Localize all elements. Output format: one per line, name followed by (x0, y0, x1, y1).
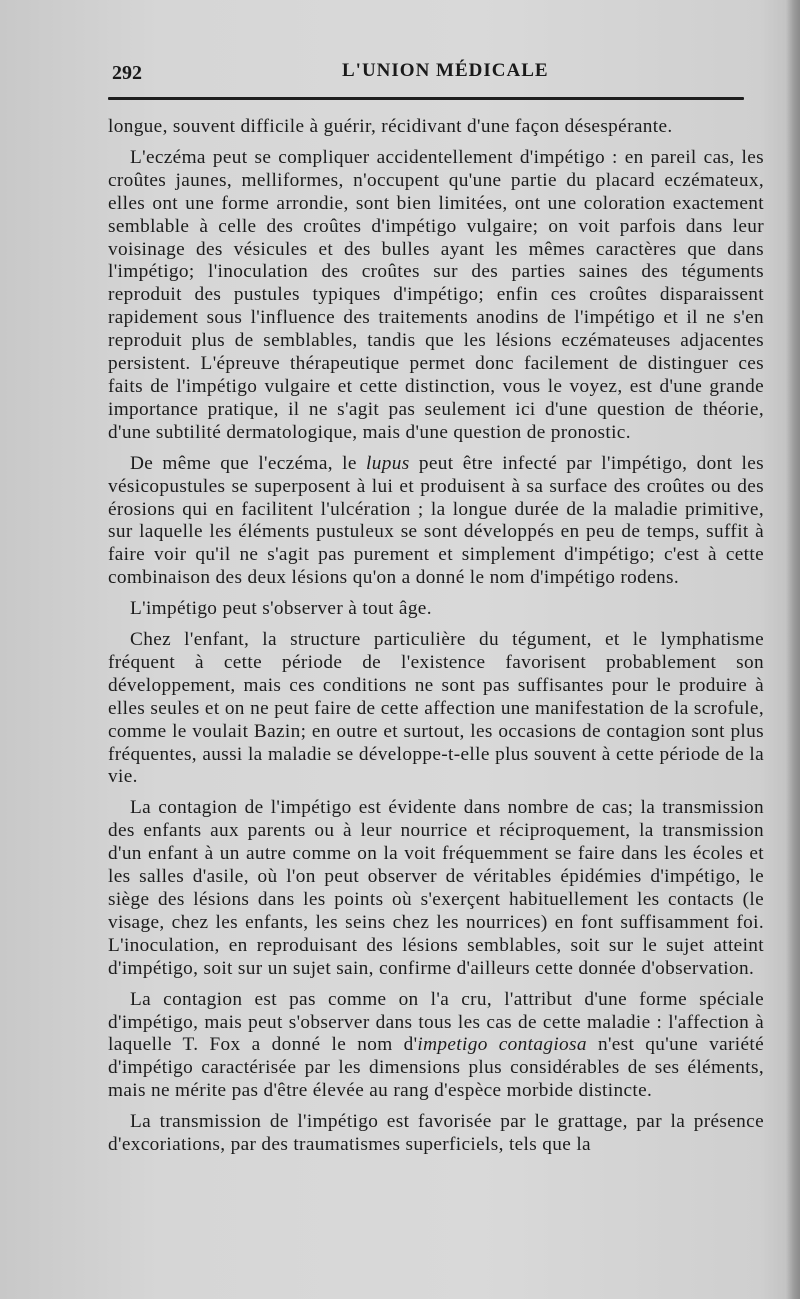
page-number: 292 (112, 62, 142, 84)
body-text (108, 116, 764, 1157)
lupus-term: lupus (366, 452, 410, 474)
paragraph-contagiosa-end: n'est qu'une variété d'impétigo caractérisée par les dimensions plus considérables de ses éléments, mais ne mérite pas d'être élevée au rang d'espèce morbide distincte. (108, 1034, 764, 1102)
page-edge-shadow (786, 0, 800, 1299)
paragraph-transmission: La transmission de l'impétigo est favorisée par le grattage, par la présence d'excoriations, par des traumatismes superficiels, tels que la (108, 1111, 764, 1156)
header-rule (108, 97, 744, 100)
paragraph-contagiosa (108, 989, 764, 1104)
running-title: L'UNION MÉDICALE (342, 60, 549, 81)
paragraph-age: L'impétigo peut s'observer à tout âge. (130, 598, 432, 620)
paragraph-lupus-start: De même que l'eczéma, le (130, 452, 367, 474)
paragraph-continued: longue, souvent difficile à guérir, récidivant d'une façon désespérante. (108, 116, 673, 137)
paragraph-lupus-end: peut être infecté par l'impétigo, dont les vésicopustules se superposent à lui et produisent à sa surface des croûtes ou des érosions qui en facilitent l'ulcération ; la longue durée de la maladie primitive, sur laquelle les éléments pustuleux se sont développés en peu de temps, suffit à faire voir qu'il ne s'agit pas purement et simplement d'impétigo; c'est à cette combinaison des deux lésions qu'on a donné le nom d'impétigo rodens. (108, 452, 764, 589)
paragraph-eczema: L'eczéma peut se compliquer accidentellement d'impétigo : en pareil cas, les croûtes jaunes, melliformes, n'occupent qu'une partie du placard eczémateux, elles ont une forme arrondie, sont bien limitées, ont une coloration exactement semblable à celle des croûtes d'impétigo vulgaire; on voit parfois dans leur voisinage des vésicules et des bulles ayant les mêmes caractères que dans l'impétigo; l'inoculation des croûtes sur des parties saines des téguments reproduit des pustules typiques d'impétigo; enfin ces croûtes disparaissent rapidement sous l'influence des traitements anodins de l'impétigo et il ne s'en reproduit plus de semblables, tandis que les lésions eczémateuses adjacentes persistent. L'épreuve thérapeutique permet donc facilement de distinguer ces faits de l'impétigo vulgaire et cette distinction, vous le voyez, est d'une grande importance pratique, il ne s'agit pas seulement ici d'une question de théorie, d'une subtilité dermatologique, mais d'une question de pronostic. (108, 146, 764, 443)
paragraph-child: Chez l'enfant, la structure particulière du tégument, et le lymphatisme fréquent à cette période de l'existence favorisent probablement son développement, mais ces conditions ne sont pas suffisantes pour le produire à elles seules et on ne peut faire de cette affection une manifestation de la scrofule, comme le voulait Bazin; en outre et surtout, les occasions de contagion sont plus fréquentes, aussi la maladie se développe-t-elle plus souvent à cette période de la vie. (108, 629, 764, 788)
page-header (112, 56, 752, 96)
paragraph-lupus (108, 453, 764, 590)
paragraph-contagiosa-start: La contagion est pas comme on l'a cru, l'attribut d'une forme spéciale d'impétigo, mais peut s'observer dans tous les cas de cette maladie : l'affection à laquelle T. Fox a donné le nom d' (108, 988, 764, 1056)
impetigo-contagiosa-term: impetigo contagiosa (417, 1034, 587, 1056)
paragraph-contagion: La contagion de l'impétigo est évidente dans nombre de cas; la transmission des enfants aux parents ou à leur nourrice et réciproquement, la transmission d'un enfant à un autre comme on la voit fréquemment se faire dans les écoles et les salles d'asile, où l'on peut observer de véritables épidémies d'impétigo, le siège des lésions dans les points où s'exerçent habituellement les contacts (le visage, chez les enfants, les seins chez les nourrices) en font suffisamment foi. L'inoculation, en reproduisant des lésions semblables, soit sur le sujet atteint d'impétigo, soit sur un sujet sain, confirme d'ailleurs cette donnée d'observation. (108, 797, 764, 979)
